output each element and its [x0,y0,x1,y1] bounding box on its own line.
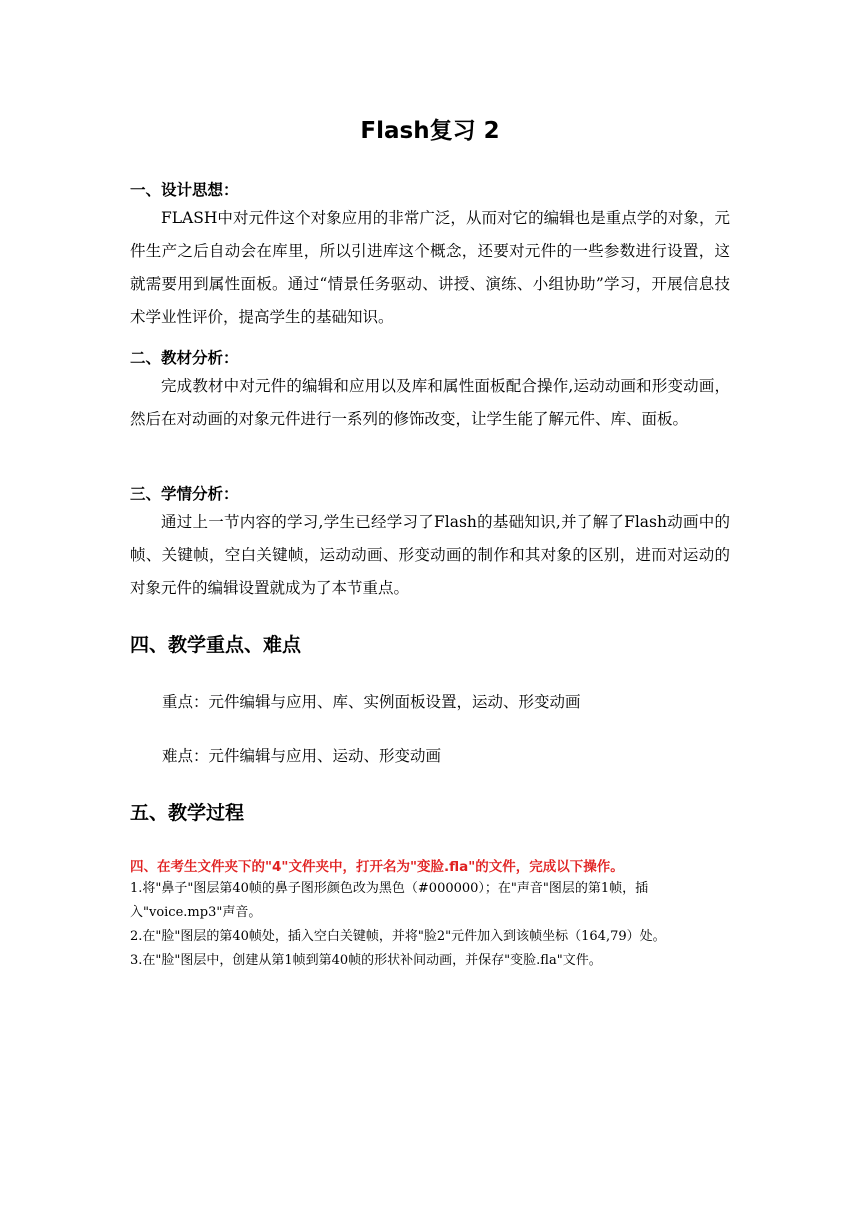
heading-design-idea: 一、设计思想： [130,181,239,199]
task-step-2: 2.在"脸"图层的第40帧处，插入空白关键帧，并将"脸2"元件加入到该帧坐标（164,79）处。 [130,929,666,944]
page-title: Flash复习 2 [360,118,500,144]
heading-material-analysis: 二、教材分析： [130,349,239,367]
task-step-1: 1.将"鼻子"图层第40帧的鼻子图形颜色改为黑色（#000000）；在"声音"图层的第1帧，插入"voice.mp3"声音。 [130,881,649,920]
paragraph-student-analysis: 通过上一节内容的学习,学生已经学习了Flash的基础知识,并了解了Flash动画中的帧、关键帧，空白关键帧，运动动画、形变动画的制作和其对象的区别，进而对运动的对象元件的编辑设置就成为了本节重点。 [130,513,730,597]
heading-student-analysis: 三、学情分析： [130,485,239,503]
task-title: 四、在考生文件夹下的"4"文件夹中，打开名为"变脸.fla"的文件，完成以下操作。 [130,859,624,875]
task-step-3: 3.在"脸"图层中，创建从第1帧到第40帧的形状补间动画，并保存"变脸.fla"文件。 [130,953,602,968]
heading-teaching-process: 五、教学过程 [130,802,245,824]
key-point-difficulty: 难点：元件编辑与应用、运动、形变动画 [162,747,442,765]
heading-key-points: 四、教学重点、难点 [130,634,302,656]
paragraph-design-idea: FLASH中对元件这个对象应用的非常广泛，从而对它的编辑也是重点学的对象，元件生产之后自动会在库里，所以引进库这个概念，还要对元件的一些参数进行设置，这就需要用到属性面板。通过“情景任务驱动、讲授、演练、小组协助”学习，开展信息技术学业性评价，提高学生的基础知识。 [130,209,730,326]
paragraph-material-analysis: 完成教材中对元件的编辑和应用以及库和属性面板配合操作,运动动画和形变动画，然后在对动画的对象元件进行一系列的修饰改变，让学生能了解元件、库、面板。 [130,377,730,428]
key-point-focus: 重点：元件编辑与应用、库、实例面板设置，运动、形变动画 [162,693,581,711]
